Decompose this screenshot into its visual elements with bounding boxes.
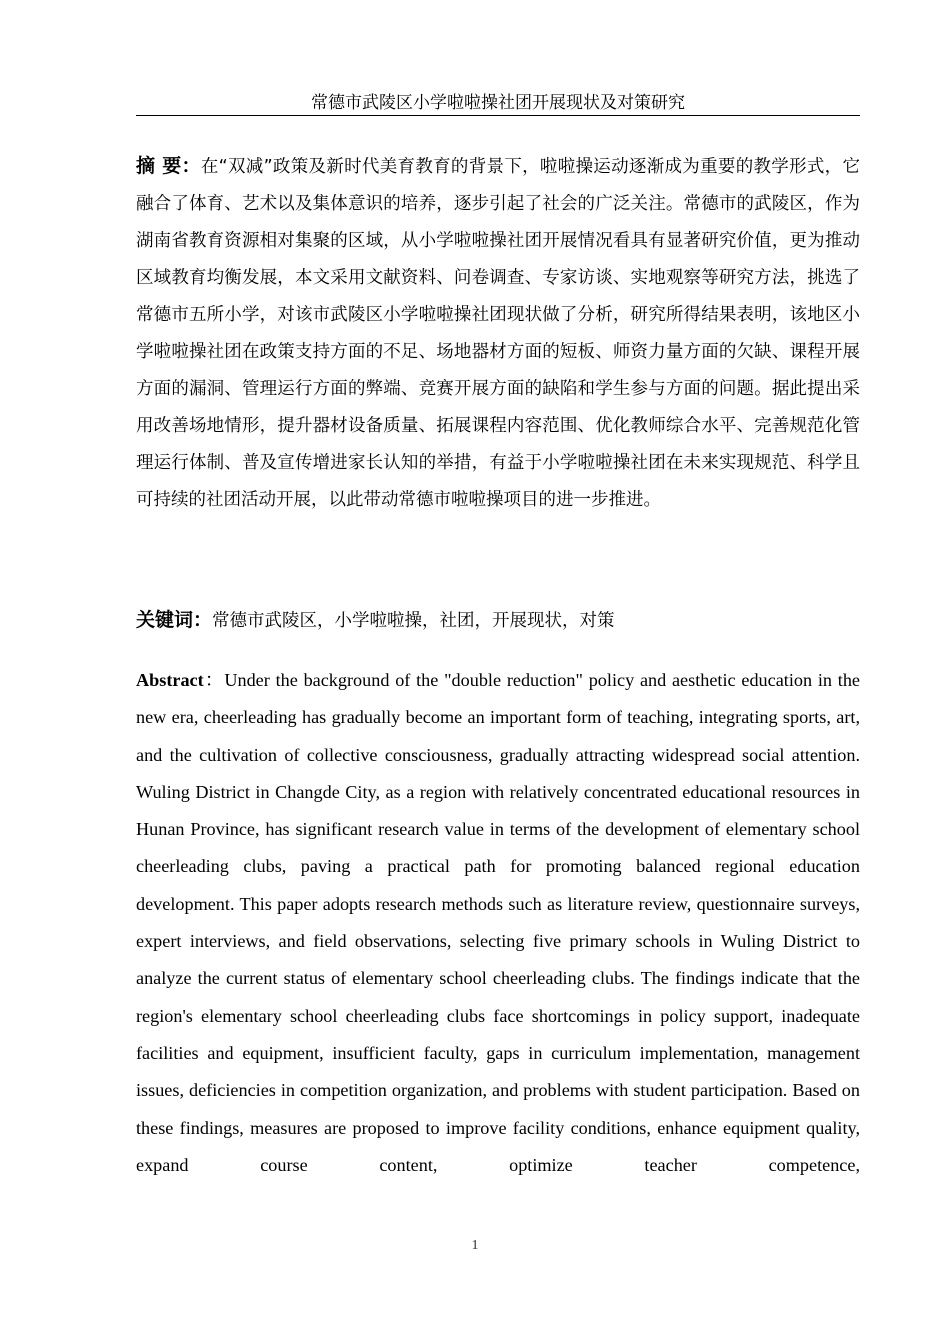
english-abstract-text: Under the background of the "double reduction" policy and aesthetic education in the new era, cheerleading has gradually become an important form of teaching, integrating sports, art, and the cultivation of collective consciousness, gradually attracting widespread social attention. Wuling District in Changde City, as a region with relatively concentrated educational resources in Hunan Province, has significant research value in terms of the development of elementary school cheerleading clubs, paving a practical path for promoting balanced regional education development. This paper adopts research methods such as literature review, questionnaire surveys, expert interviews, and field observations, selecting five primary schools in Wuling District to analyze the current status of elementary school cheerleading clubs. The findings indicate that the region's elementary school cheerleading clubs face shortcomings in policy support, inadequate facilities and equipment, insufficient faculty, gaps in curriculum implementation, management issues, deficiencies in competition organization, and problems with student participation. Based on these findings, measures are proposed to improve facility conditions, enhance equipment quality, expand course content, optimize teacher competence,	[136, 670, 860, 1175]
english-abstract	[136, 662, 860, 1184]
header-rule	[136, 115, 860, 116]
chinese-keywords-label: 关键词：	[136, 609, 213, 631]
english-abstract-label: Abstract	[136, 670, 204, 690]
chinese-abstract	[136, 148, 860, 519]
chinese-keywords	[136, 605, 860, 636]
page-number: 1	[471, 1238, 479, 1253]
chinese-abstract-text: 在“双减”政策及新时代美育教育的背景下，啦啦操运动逐渐成为重要的教学形式，它融合了体育、艺术以及集体意识的培养，逐步引起了社会的广泛关注。常德市的武陵区，作为湖南省教育资源相对集聚的区域，从小学啦啦操社团开展情况看具有显著研究价值，更为推动区域教育均衡发展，本文采用文献资料、问卷调查、专家访谈、实地观察等研究方法，挑选了常德市五所小学，对该市武陵区小学啦啦操社团现状做了分析，研究所得结果表明，该地区小学啦啦操社团在政策支持方面的不足、场地器材方面的短板、师资力量方面的欠缺、课程开展方面的漏洞、管理运行方面的弊端、竞赛开展方面的缺陷和学生参与方面的问题。据此提出采用改善场地情形，提升器材设备质量、拓展课程内容范围、优化教师综合水平、完善规范化管理运行体制、普及宣传增进家长认知的举措，有益于小学啦啦操社团在未来实现规范、科学且可持续的社团活动开展，以此带动常德市啦啦操项目的进一步推进。	[136, 157, 860, 510]
chinese-keywords-text: 常德市武陵区，小学啦啦操，社团，开展现状，对策	[212, 611, 615, 631]
running-header: 常德市武陵区小学啦啦操社团开展现状及对策研究	[311, 93, 685, 113]
chinese-abstract-label: 摘 要：	[136, 155, 201, 177]
english-abstract-separator: ：	[203, 670, 225, 690]
